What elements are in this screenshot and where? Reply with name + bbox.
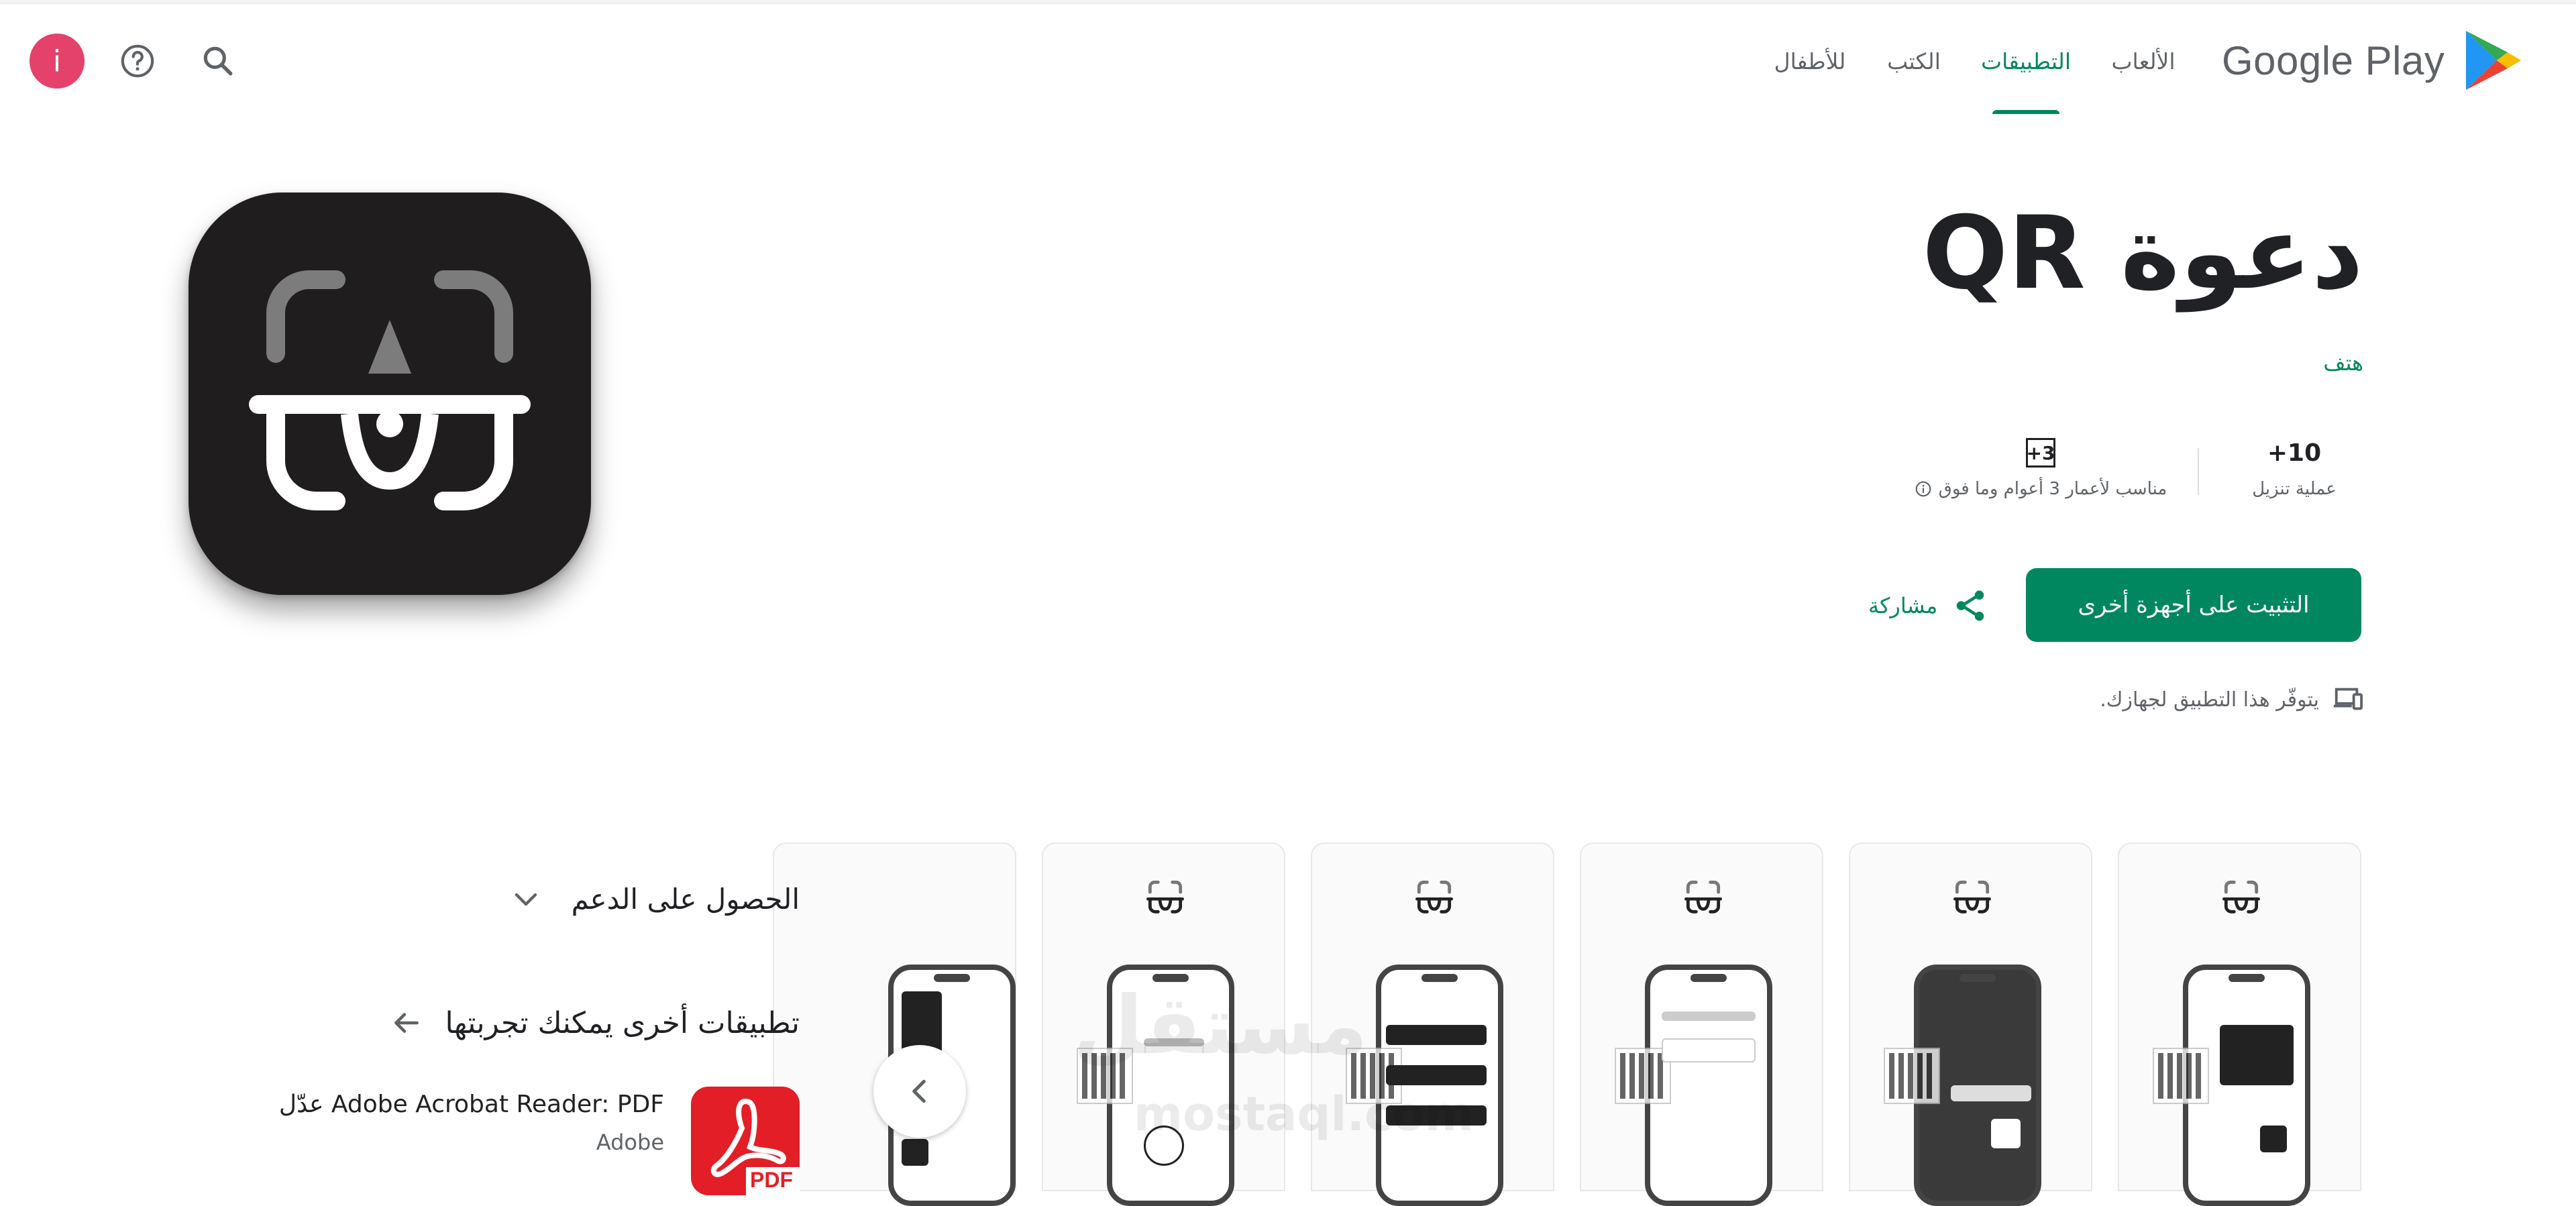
account-avatar[interactable]: i [30, 34, 85, 89]
mock-card [2220, 1025, 2294, 1085]
adobe-acrobat-icon [691, 1087, 800, 1195]
content-rating-stat[interactable] [1913, 436, 2168, 499]
google-play-logo[interactable] [2222, 27, 2524, 94]
qr-scan-eye-icon [189, 193, 591, 595]
similar-apps-header[interactable] [389, 999, 800, 1046]
devices-icon [2332, 686, 2363, 713]
tab-kids[interactable]: للأطفال [1774, 48, 1846, 74]
carousel-prev-button[interactable] [873, 1045, 966, 1138]
qr-scan-eye-icon [1945, 871, 1999, 924]
availability-text: يتوفّر هذا التطبيق لجهازك. [2100, 688, 2319, 712]
qr-code-mock [1885, 1049, 1939, 1103]
downloads-label: عملية تنزيل [2252, 479, 2337, 499]
qr-scan-eye-icon [1676, 871, 1730, 924]
mock-row [1386, 1065, 1487, 1085]
install-button[interactable]: التثبيت على أجهزة أخرى [2026, 568, 2361, 642]
mock-button [1991, 1119, 2021, 1148]
chevron-left-icon [903, 1075, 936, 1108]
support-heading: الحصول على الدعم [571, 882, 800, 916]
qr-scan-eye-icon [1138, 871, 1192, 924]
tab-books[interactable]: الكتب [1887, 48, 1941, 74]
mock-row [1951, 1085, 2031, 1101]
screenshot[interactable] [1580, 842, 1823, 1191]
mock-button [2260, 1126, 2287, 1152]
watermark-arabic: مستقل [1073, 979, 1368, 1073]
stat-divider [2198, 448, 2199, 495]
screenshot[interactable] [1849, 842, 2092, 1191]
share-label: مشاركة [1868, 593, 1938, 618]
similar-app-item[interactable] [278, 1087, 800, 1192]
qr-code-mock [2154, 1049, 2208, 1103]
play-triangle-icon [2463, 28, 2524, 93]
tab-games[interactable]: الألعاب [2111, 48, 2176, 74]
help-icon [119, 42, 156, 80]
screenshot[interactable] [773, 842, 1016, 1191]
info-icon [1915, 480, 1932, 498]
arrow-left-icon [389, 1006, 423, 1040]
mock-input [1662, 1038, 1756, 1062]
developer-link[interactable]: هتف [2323, 350, 2363, 376]
qr-scan-eye-icon [2214, 871, 2268, 924]
active-tab-underline [1992, 110, 2059, 114]
brand-text: Google Play [2222, 38, 2445, 83]
downloads-stat [2242, 436, 2347, 499]
mock-row [1662, 1011, 1756, 1021]
acrobat-pdf-label: PDF [750, 1168, 793, 1192]
similar-heading: تطبيقات أخرى يمكنك تجربتها [445, 1005, 800, 1040]
rating-label: مناسب لأعمار 3 أعوام وما فوق [1938, 479, 2167, 499]
search-icon [199, 42, 237, 80]
share-icon [1952, 588, 1988, 624]
downloads-value: 10+ [2267, 439, 2322, 467]
app-title: دعوة QR [1922, 195, 2363, 312]
similar-app-name: Adobe Acrobat Reader: PDF عدّل [278, 1091, 664, 1118]
chevron-down-icon [510, 883, 542, 915]
qr-scan-eye-icon [1407, 871, 1461, 924]
share-button[interactable] [1868, 582, 1988, 629]
search-button[interactable] [191, 34, 246, 89]
top-header [0, 4, 2576, 111]
tab-apps[interactable]: التطبيقات [1992, 31, 2059, 114]
similar-app-developer: Adobe [596, 1130, 664, 1155]
device-availability [2100, 683, 2363, 716]
mock-button [902, 1139, 928, 1166]
app-icon [189, 193, 591, 595]
support-section-toggle[interactable] [510, 875, 800, 922]
mock-row [1386, 1025, 1487, 1045]
help-button[interactable] [110, 34, 165, 89]
rating-badge: 3+ [2026, 438, 2055, 468]
screenshot[interactable] [2118, 842, 2361, 1191]
watermark-latin: mostaql.com [1134, 1087, 1474, 1142]
